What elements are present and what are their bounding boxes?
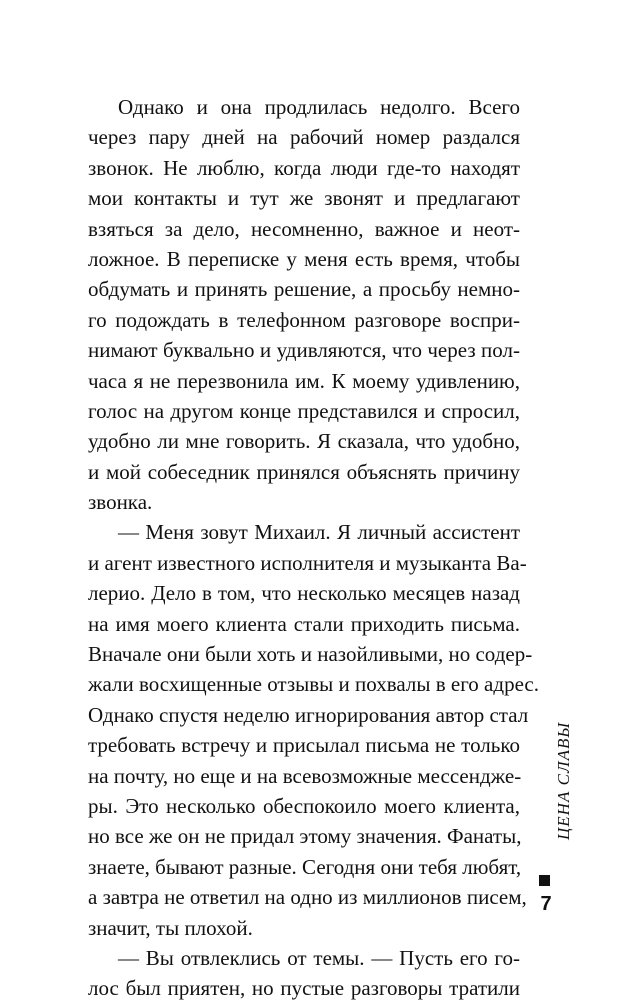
text-line: нимают буквально и удивляются, что через пол- [88, 338, 520, 363]
text-line: жали восхищенные отзывы и похвалы в его адрес. [88, 672, 539, 697]
text-line: на почту, но еще и на всевозможные мессендже- [88, 763, 522, 788]
text-line: Однако и она продлилась недолго. Всего [118, 95, 520, 119]
text-line: а завтра не ответил на одно из миллионов писем, [88, 885, 527, 910]
text-line: через пару дней на рабочий номер раздался [88, 125, 520, 150]
text-line: на имя моего клиента стали приходить письма. [88, 611, 520, 636]
body-text [88, 92, 539, 1004]
text-line: и мой собеседник принялся объяснять причину [88, 459, 520, 484]
text-line: звонка. [88, 490, 153, 515]
text-line: обдумать и принять решение, а просьбу немно- [88, 277, 520, 302]
text-line: но все же он не придал этому значения. Фанаты, [88, 824, 522, 849]
text-line: Вначале они были хоть и назойливыми, но содер- [88, 642, 533, 667]
text-line: знаете, бывают разные. Сегодня они тебя любят, [88, 854, 522, 879]
text-line: — Вы отвлеклись от темы. — Пусть его го- [118, 945, 520, 970]
text-line: требовать встречу и присылал письма не только [88, 733, 520, 758]
text-line: и агент известного исполнителя и музыканта Ва- [88, 550, 527, 575]
text-line: го подождать в телефонном разговоре воспри- [88, 307, 520, 332]
text-line: удобно ли мне говорить. Я сказала, что удобно, [88, 429, 520, 454]
text-line: ложное. В переписке у меня есть время, чтобы [88, 246, 520, 271]
text-line: лерио. Дело в том, что несколько месяцев назад [88, 581, 520, 606]
text-line: Однако спустя неделю игнорирования автор стал [88, 702, 529, 727]
text-line: часа я не перезвонила им. К моему удивлению, [88, 368, 520, 393]
text-line: взяться за дело, несомненно, важное и неот- [88, 216, 520, 241]
text-line: — Меня зовут Михаил. Я личный ассистент [118, 520, 520, 545]
text-line: мои контакты и тут же звонят и предлагают [88, 186, 520, 211]
section-marker [539, 875, 550, 886]
text-line: лос был приятен, но пустые разговоры тратили [88, 976, 520, 1001]
text-line: ры. Это несколько обеспокоило моего клиента, [88, 793, 520, 818]
running-head: ЦЕНА СЛАВЫ [554, 721, 573, 840]
text-line: звонок. Не люблю, когда люди где-то находят [88, 155, 520, 180]
page-number: 7 [540, 893, 552, 915]
text-line: голос на другом конце представился и спросил, [88, 398, 520, 423]
text-line: значит, ты плохой. [88, 915, 253, 940]
